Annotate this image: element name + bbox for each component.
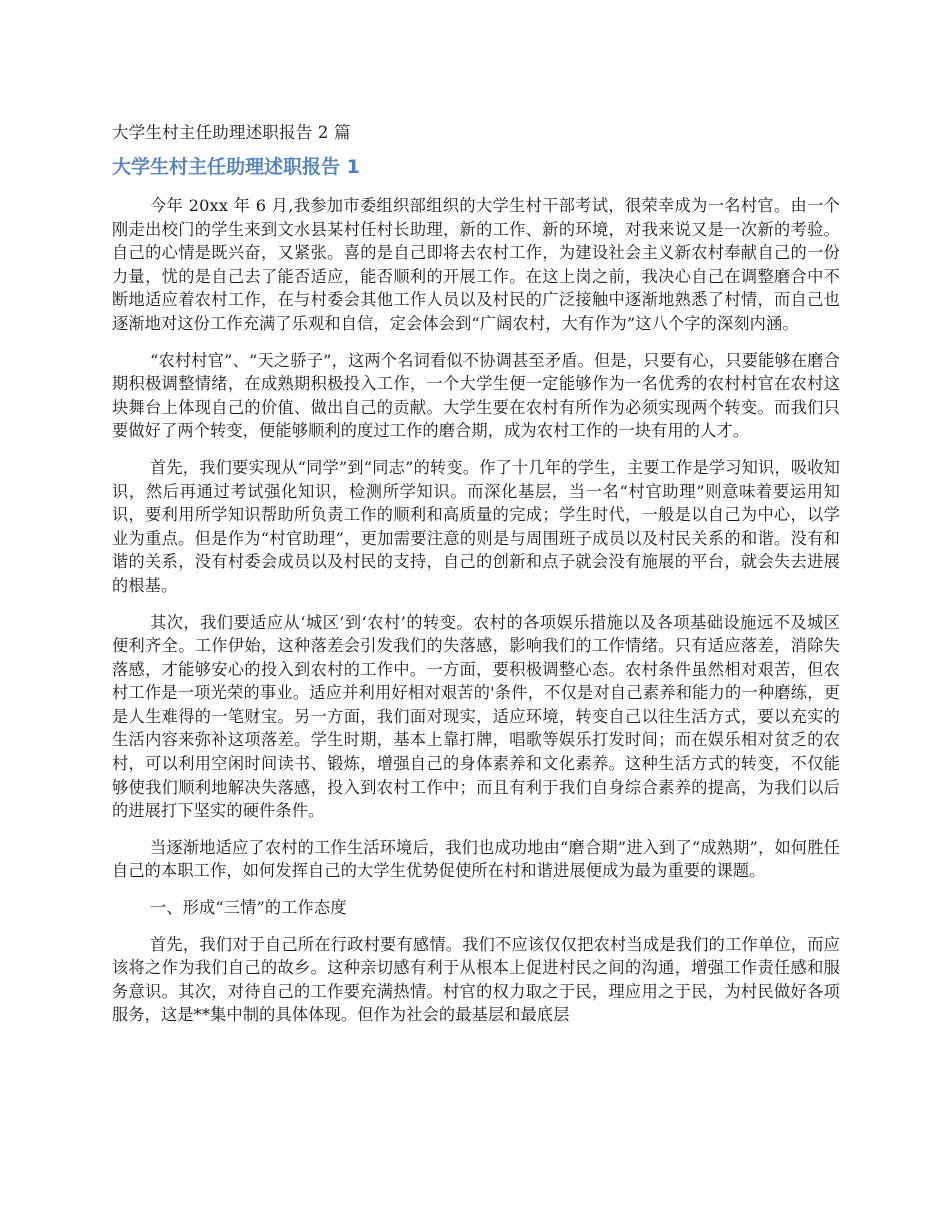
paragraph-1: 今年 20xx 年 6 月,我参加市委组织部组织的大学生村干部考试，很荣幸成为一名村官。由一个刚走出校门的学生来到文水县某村任村长助理，新的工作、新的环境，对我来说又是一次新的考验。自己的心情是既兴奋，又紧张。喜的是自己即将去农村工作，为建设社会主义新农村奉献自己的一份力量，忧的是自己去了能否适应，能否顺利的开展工作。在这上岗之前，我决心自己在调整磨合中不断地适应着农村工作，在与村委会其他工作人员以及村民的广泛接触中逐渐地熟悉了村情，而自己也逐渐地对这份工作充满了乐观和自信，定会体会到“广阔农村，大有作为”这八个字的深刻内涵。 bbox=[112, 196, 840, 333]
document-page bbox=[112, 120, 840, 1040]
paragraph-4: 其次，我们要适应从‘城区’到‘农村’的转变。农村的各项娱乐措施以及各项基础设施远不及城区便利齐全。工作伊始，这种落差会引发我们的失落感，影响我们的工作情绪。只有适应落差，消除失落感，才能够安心的投入到农村的工作中。一方面，要积极调整心态。农村条件虽然相对艰苦，但农村工作是一项光荣的事业。适应并利用好相对艰苦的'条件，不仅是对自己素养和能力的一种磨练，更是人生难得的一笔财宝。另一方面，我们面对现实，适应环境，转变自己以往生活方式，要以充实的生活内容来弥补这项落差。学生时期，基本上靠打牌，唱歌等娱乐打发时间；而在娱乐相对贫乏的农村，可以利用空闲时间读书、锻炼，增强自己的身体素养和文化素养。这种生活方式的转变，不仅能够使我们顺利地解决失落感，投入到农村工作中；而且有利于我们自身综合素养的提高，为我们以后的进展打下坚实的硬件条件。 bbox=[112, 612, 840, 821]
paragraph-3: 首先，我们要实现从“同学”到“同志”的转变。作了十几年的学生，主要工作是学习知识，吸收知识，然后再通过考试强化知识，检测所学知识。而深化基层，当一名“村官助理”则意味着要运用知识，要利用所学知识帮助所负责工作的顺利和高质量的完成；学生时代，一般是以自己为中心，以学业为重点。但是作为“村官助理”，更加需要注意的则是与周围班子成员以及村民关系的和谐。没有和谐的关系，没有村委会成员以及村民的支持，自己的创新和点子就会没有施展的平台，就会失去进展的根基。 bbox=[112, 457, 840, 595]
paragraph-2: “农村村官”、“天之骄子”，这两个名词看似不协调甚至矛盾。但是，只要有心，只要能够在磨合期积极调整情绪，在成熟期积极投入工作，一个大学生便一定能够作为一名优秀的农村村官在农村这块舞台上体现自己的价值、做出自己的贡献。大学生要在农村有所作为必须实现两个转变。而我们只要做好了两个转变，便能够顺利的度过工作的磨合期，成为农村工作的一块有用的人才。 bbox=[112, 350, 840, 441]
paragraph-5: 当逐渐地适应了农村的工作生活环境后，我们也成功地由“磨合期”进入到了“成熟期”，如何胜任自己的本职工作，如何发挥自己的大学生优势促使所在村和谐进展便成为最为重要的课题。 bbox=[112, 837, 840, 881]
paragraph-7: 首先，我们对于自己所在行政村要有感情。我们不应该仅仅把农村当成是我们的工作单位，而应该将之作为我们自己的故乡。这种亲切感有利于从根本上促进村民之间的沟通，增强工作责任感和服务意识。其次，对待自己的工作要充满热情。村官的权力取之于民，理应用之于民，为村民做好各项服务，这是**集中制的具体体现。但作为社会的最基层和最底层 bbox=[112, 934, 840, 1025]
section-heading: 大学生村主任助理述职报告 1 bbox=[112, 156, 360, 178]
subheading-paragraph: 一、形成“三情”的工作态度 bbox=[150, 898, 347, 918]
document-title: 大学生村主任助理述职报告 2 篇 bbox=[112, 123, 351, 142]
